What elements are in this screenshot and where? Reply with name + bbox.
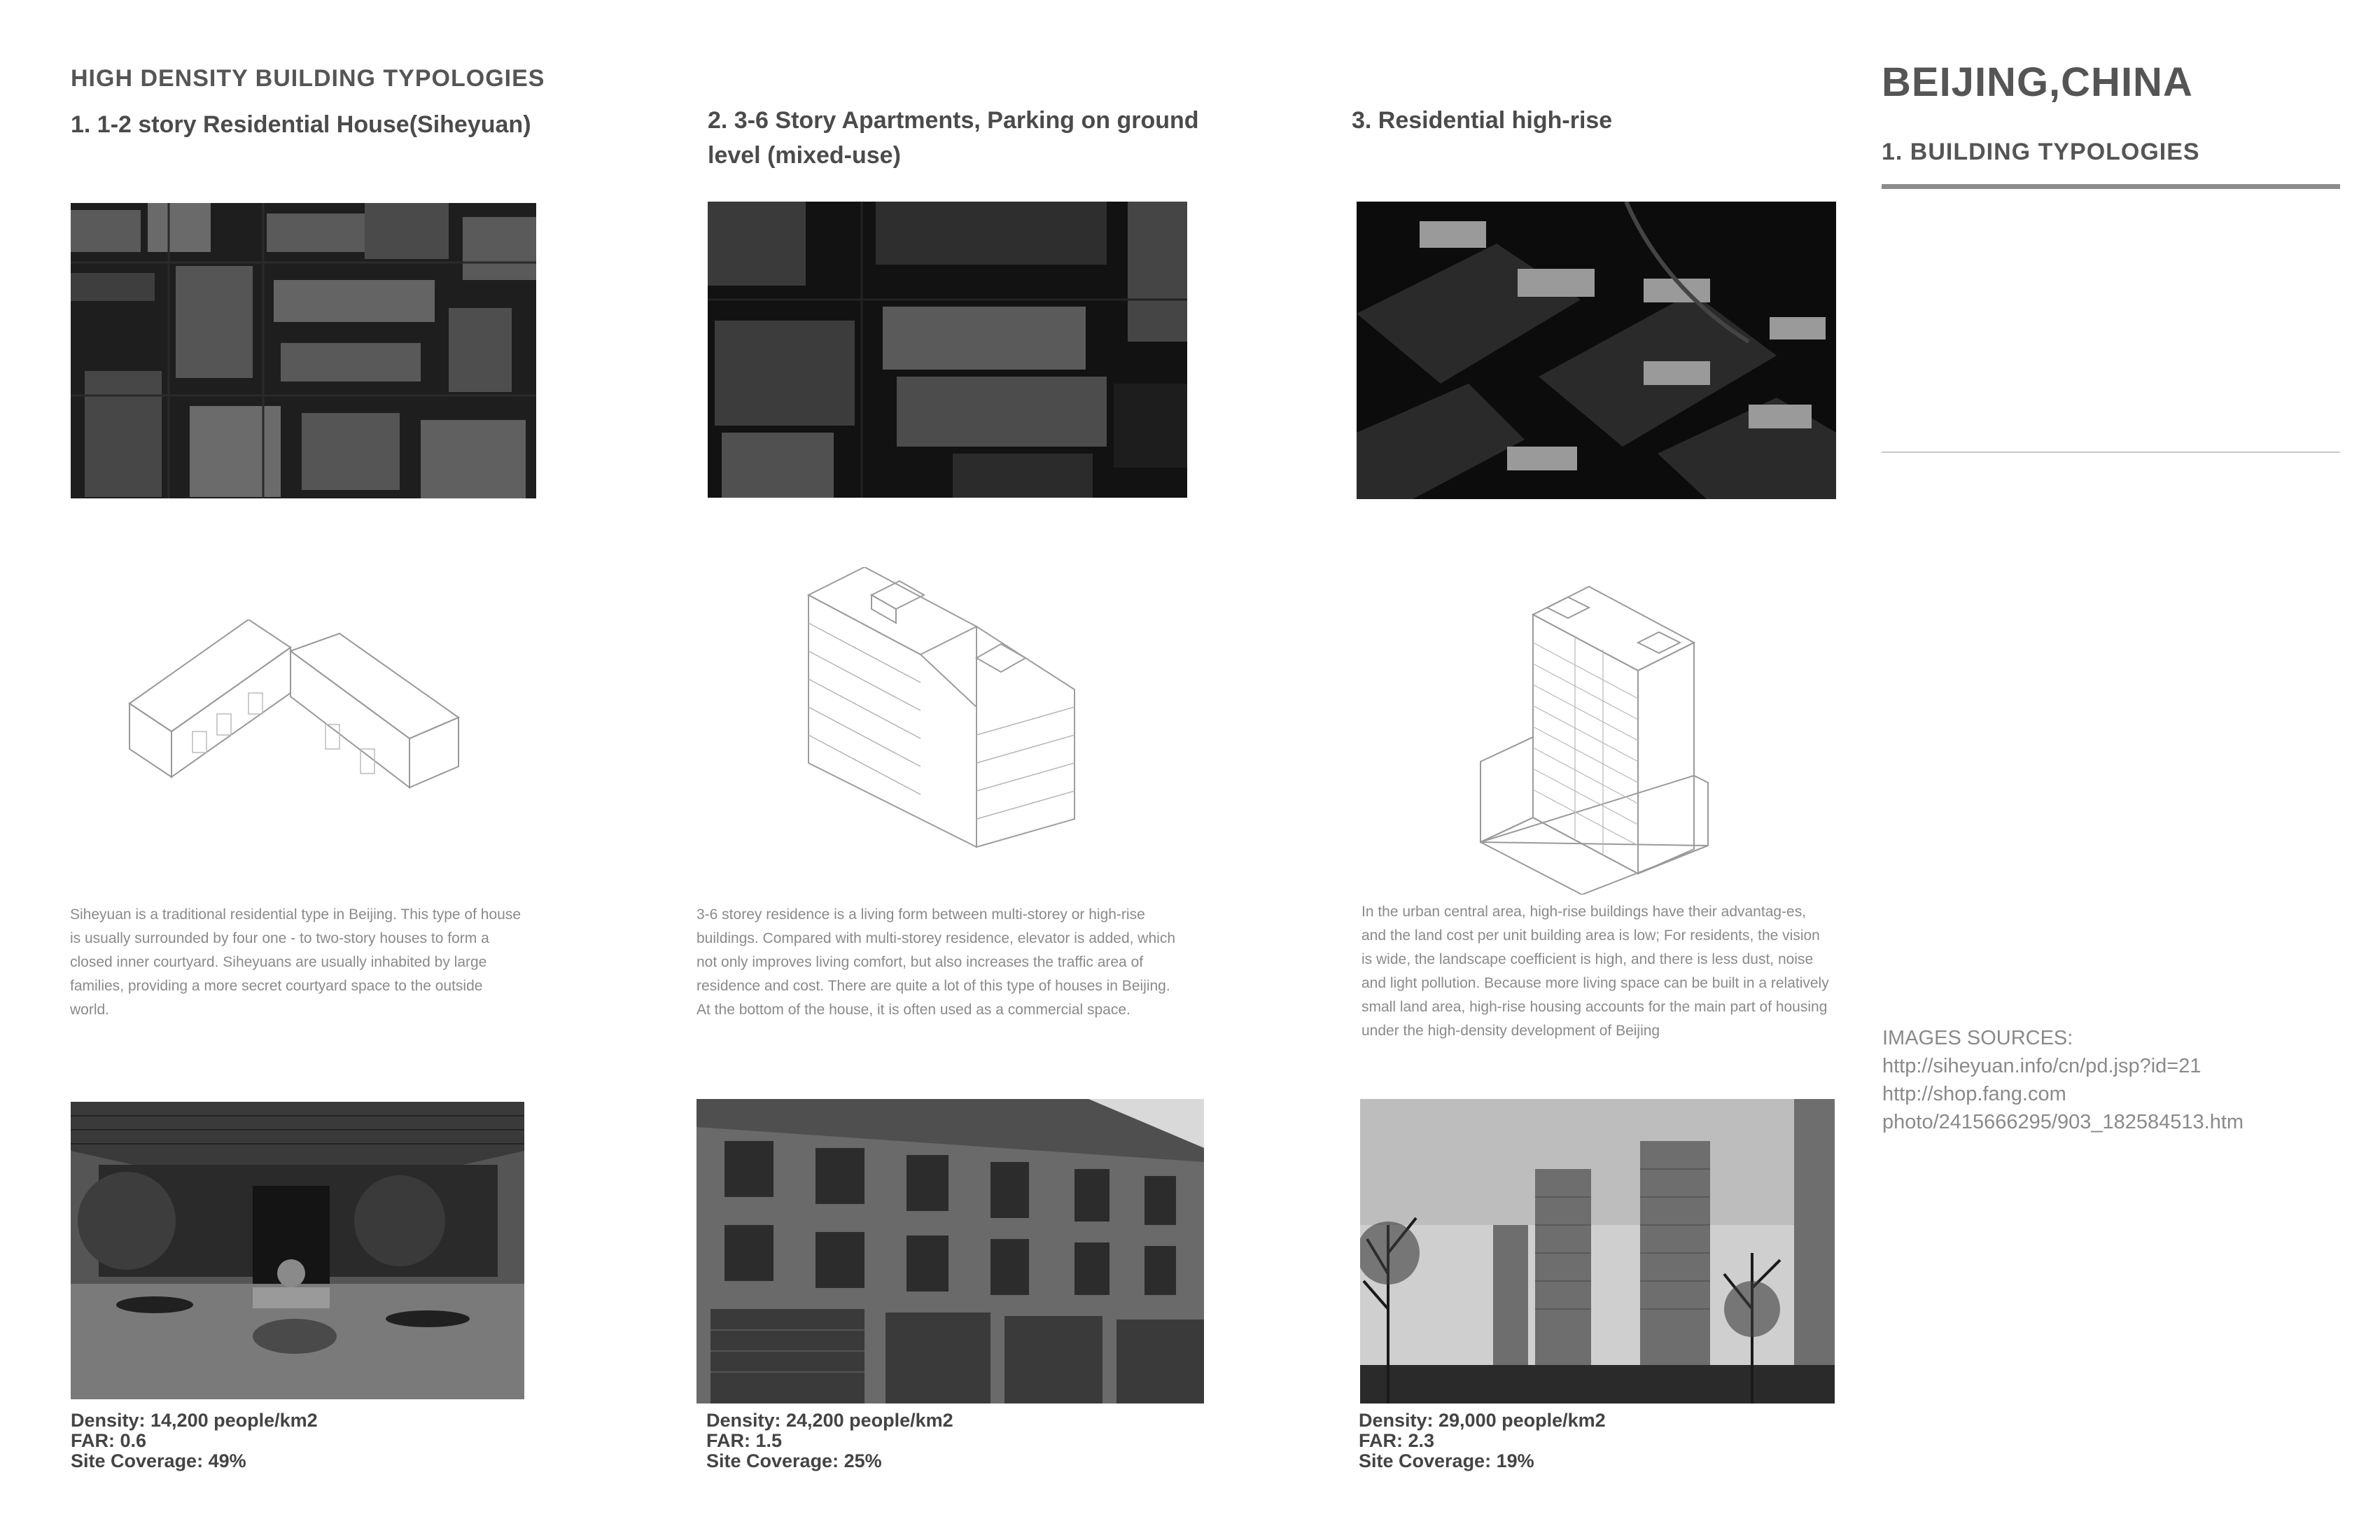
axonometric-apartment-drawing: [802, 567, 1082, 858]
density-value: Density: 29,000 people/km2: [1359, 1410, 1606, 1431]
source-link[interactable]: http://shop.fang.com: [1882, 1083, 2066, 1105]
column-2-title: 2. 3-6 Story Apartments, Parking on ground level (mixed-use): [708, 107, 1199, 169]
site-coverage-value: Site Coverage: 49%: [71, 1450, 246, 1471]
aerial-siheyuan-photo: [71, 203, 536, 498]
city-title: BEIJING,CHINA: [1882, 59, 2193, 105]
column-1-title: 1. 1-2 story Residential House(Siheyuan): [71, 111, 531, 138]
far-value: FAR: 1.5: [706, 1430, 783, 1451]
courtyard-photo: [71, 1102, 524, 1399]
column-2-stats: [706, 1410, 953, 1471]
column-2-description: 3-6 storey residence is a living form between multi-storey or high-rise buildings. Compared with multi-storey residence, elevator is added, which not only improves living comfort, but also increases the traffic area of residence and cost. There are quite a lot of this type of houses in Beijing. At the bottom of the house, it is often used as a commercial space.: [696, 906, 1175, 1018]
column-3-stats: [1359, 1410, 1606, 1471]
aerial-highrise-photo: [1357, 202, 1836, 499]
sources-heading: IMAGES SOURCES:: [1882, 1027, 2073, 1049]
axonometric-highrise-drawing: [1477, 573, 1718, 895]
aerial-apartments-photo: [708, 202, 1187, 498]
far-value: FAR: 0.6: [71, 1430, 147, 1451]
source-link[interactable]: photo/2415666295/903_182584513.htm: [1882, 1111, 2244, 1133]
section-title: 1. BUILDING TYPOLOGIES: [1882, 139, 2200, 165]
image-sources: [1882, 1024, 2244, 1136]
far-value: FAR: 2.3: [1359, 1430, 1435, 1451]
axonometric-siheyuan-drawing: [122, 620, 462, 822]
page-title: HIGH DENSITY BUILDING TYPOLOGIES: [71, 65, 545, 92]
density-value: Density: 14,200 people/km2: [71, 1410, 318, 1431]
density-value: Density: 24,200 people/km2: [706, 1410, 953, 1431]
site-coverage-value: Site Coverage: 19%: [1359, 1450, 1534, 1471]
column-3-title: 3. Residential high-rise: [1352, 107, 1613, 134]
column-1-description: Siheyuan is a traditional residential type in Beijing. This type of house is usually surrounded by four one - to two-story houses to form a closed inner courtyard. Siheyuans are usually inhabited by large families, providing a more secret courtyard space to the outside world.: [70, 906, 521, 1018]
divider: [1882, 451, 2340, 453]
apartment-facade-photo: [696, 1099, 1204, 1404]
highrise-towers-photo: [1360, 1099, 1835, 1404]
column-3-description: In the urban central area, high-rise buildings have their advantag-es, and the land cost per unit building area is low; For residents, the vision is wide, the landscape coefficient is high, and there is less dust, noise and light pollution. Because more living space can be built in a relatively small land area, high-rise housing accounts for the main part of housing under the high-density development of Beijing: [1362, 904, 1829, 1039]
column-1-stats: [71, 1410, 318, 1471]
divider: [1882, 184, 2340, 189]
source-link[interactable]: http://siheyuan.info/cn/pd.jsp?id=21: [1882, 1055, 2202, 1077]
site-coverage-value: Site Coverage: 25%: [706, 1450, 882, 1471]
